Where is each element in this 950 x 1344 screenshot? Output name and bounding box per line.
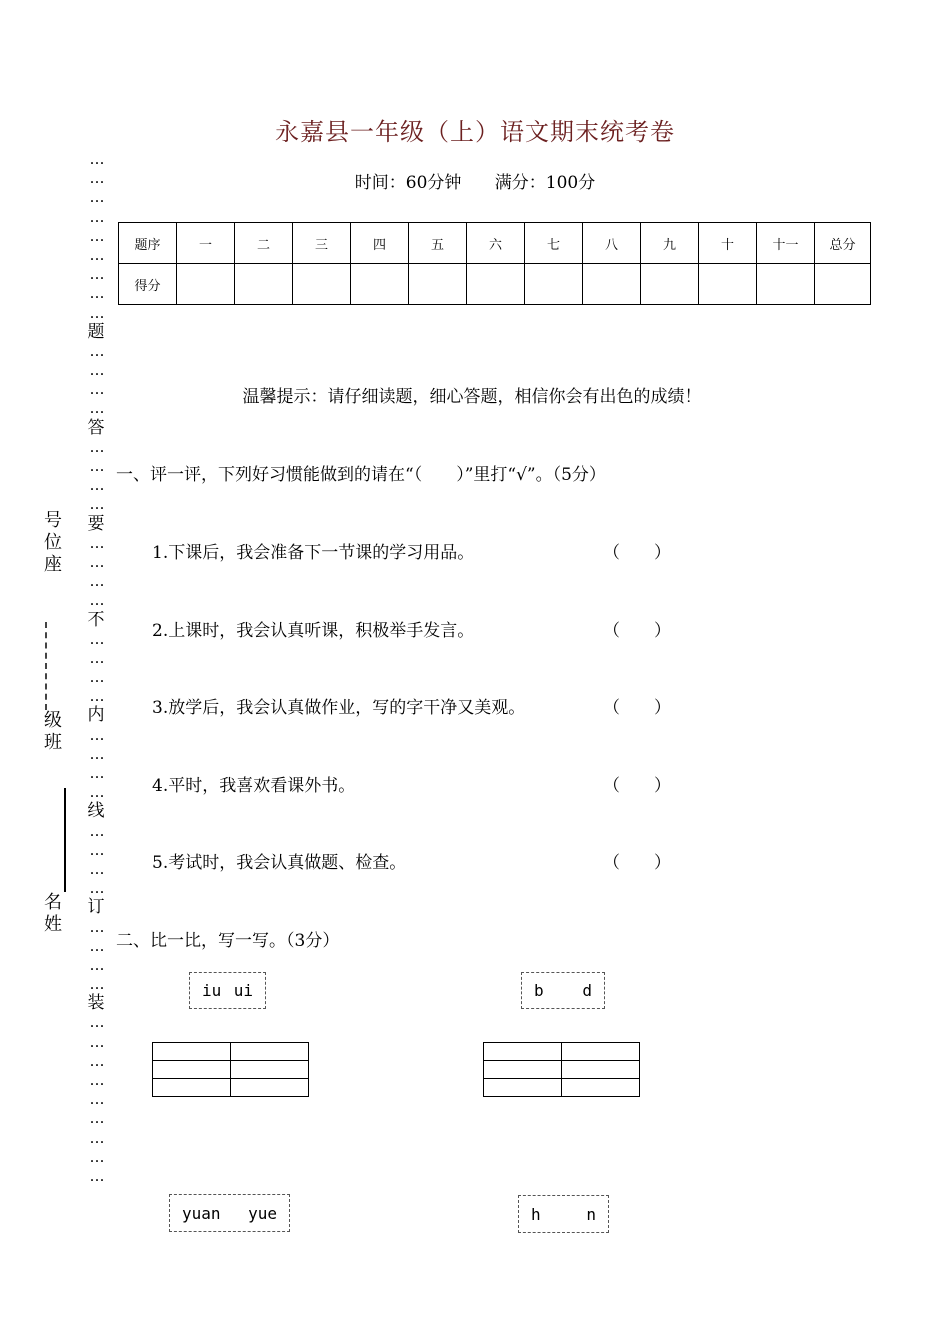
writing-grid[interactable] [483,1042,640,1097]
pinyin-b: n [586,1204,596,1224]
tip-text: 温馨提示：请仔细读题，细心答题，相信你会有出色的成绩！ [242,387,702,407]
seal-dot: … [89,725,103,744]
seal-dot: … [89,1109,103,1128]
seal-dot: … [89,1032,103,1051]
score-table-header-cell: 四 [351,223,409,264]
seal-dot: … [89,150,103,168]
score-cell[interactable] [409,264,467,305]
seal-dot: … [89,533,103,552]
section1-heading: 一、评一评，下列好习惯能做到的请在“（ ）”里打“√”。（5分） [116,465,606,485]
section1-item: 5.考试时，我会认真做题、检查。 [152,853,407,873]
score-row-label: 得分 [119,264,177,305]
seal-dot: … [89,341,103,360]
section1-item: 2.上课时，我会认真听课，积极举手发言。 [152,621,475,641]
score-table-header-cell: 一 [177,223,235,264]
exam-time: 时间：60分钟 [354,173,462,193]
pinyin-b: ui [233,981,253,1000]
seal-dot: … [89,840,103,859]
score-cell[interactable] [757,264,815,305]
score-table-header-cell: 总分 [815,223,871,264]
score-cell[interactable] [351,264,409,305]
score-cell[interactable] [699,264,757,305]
score-table-header-cell: 六 [467,223,525,264]
score-table-header-cell: 三 [293,223,351,264]
score-cell[interactable] [583,264,641,305]
seal-dot: … [89,668,103,687]
answer-paren[interactable]: （ ） [603,853,671,873]
seal-dot: … [89,361,103,380]
seal-dot: … [89,380,103,399]
name-underline [64,788,66,892]
seal-dot: … [89,437,103,456]
pinyin-a: b [534,981,544,1000]
seal-dot: … [89,936,103,955]
score-cell[interactable] [293,264,351,305]
answer-paren[interactable]: （ ） [603,776,671,796]
seal-dot: … [89,1128,103,1147]
seal-dot: … [89,552,103,571]
seal-char: 订 [87,897,105,918]
seal-line [86,150,106,1186]
score-table-header-cell: 题序 [119,223,177,264]
section1-item: 1.下课后，我会准备下一节课的学习用品。 [152,543,475,563]
seal-dot: … [89,783,103,802]
score-table-header-cell: 九 [641,223,699,264]
seal-char: 不 [87,609,105,630]
seal-dot: … [89,457,103,475]
pinyin-b: d [582,981,592,1000]
exam-info [0,168,950,193]
section1-item: 3.放学后，我会认真做作业，写的字干净又美观。 [152,698,526,718]
score-table-header-cell: 十一 [757,223,815,264]
seal-dot: … [89,821,103,840]
seal-dot: … [89,975,103,994]
seal-dot: … [89,207,103,226]
pinyin-pair-box [518,1195,609,1233]
score-table-header-cell: 七 [525,223,583,264]
seal-dot: … [89,495,103,514]
score-table-header-cell: 八 [583,223,641,264]
seal-dot: … [89,1090,103,1109]
seal-dot: … [89,687,103,706]
pinyin-pair-box [521,972,605,1009]
seal-dot: … [89,917,103,936]
score-table-header-cell: 二 [235,223,293,264]
seal-dot: … [89,303,103,322]
seal-dot: … [89,188,103,207]
seal-char: 答 [87,417,105,438]
seal-dot: … [89,1071,103,1089]
pinyin-a: iu [202,981,222,1000]
seal-dot: … [89,764,103,782]
score-cell[interactable] [641,264,699,305]
score-cell[interactable] [467,264,525,305]
seal-dot: … [89,245,103,264]
name-label: 名姓 [44,892,62,935]
seal-char: 装 [87,993,105,1014]
seal-char: 线 [87,801,105,822]
answer-paren[interactable]: （ ） [603,698,671,718]
seal-dot: … [89,744,103,763]
seal-dot: … [89,955,103,974]
seal-dot: … [89,226,103,245]
page-title: 永嘉县一年级（上）语文期末统考卷 [275,118,675,146]
pinyin-b: yue [248,1203,277,1223]
seal-char: 内 [87,705,105,726]
score-table-header-row [119,223,871,264]
seal-dot: … [89,648,103,667]
seal-dot: … [89,572,103,591]
seal-dot: … [89,284,103,303]
seal-dot: … [89,629,103,648]
seal-dot: … [89,591,103,610]
seat-number-label: 号位座 [44,510,62,575]
score-table-score-row [119,264,871,305]
seal-dot: … [89,476,103,495]
writing-grid[interactable] [152,1042,309,1097]
seal-dot: … [89,265,103,284]
seal-dot: … [89,879,103,898]
answer-paren[interactable]: （ ） [603,543,671,563]
score-table [118,222,871,305]
class-label: 级班 [44,710,62,753]
seal-char: 题 [87,321,105,342]
score-cell[interactable] [235,264,293,305]
seal-dot: … [89,169,103,188]
seat-dash-line [45,622,51,710]
seal-dot: … [89,1051,103,1070]
answer-paren[interactable]: （ ） [603,621,671,641]
score-table-header-cell: 十 [699,223,757,264]
pinyin-a: h [531,1204,541,1224]
score-table-header-cell: 五 [409,223,467,264]
pinyin-pair-box [189,972,266,1009]
seal-char: 要 [87,513,105,534]
score-cell[interactable] [525,264,583,305]
score-cell[interactable] [815,264,871,305]
section2-heading: 二、比一比，写一写。（3分） [116,931,340,951]
score-cell[interactable] [177,264,235,305]
seal-dot: … [89,859,103,878]
seal-dot: … [89,1147,103,1166]
seal-dot: … [89,1166,103,1185]
pinyin-pair-box [169,1194,290,1232]
pinyin-a: yuan [182,1203,221,1223]
section1-item: 4.平时，我喜欢看课外书。 [152,776,356,796]
seal-dot: … [89,399,103,418]
seal-dot: … [89,1013,103,1032]
exam-full-score: 满分：100分 [494,173,596,193]
